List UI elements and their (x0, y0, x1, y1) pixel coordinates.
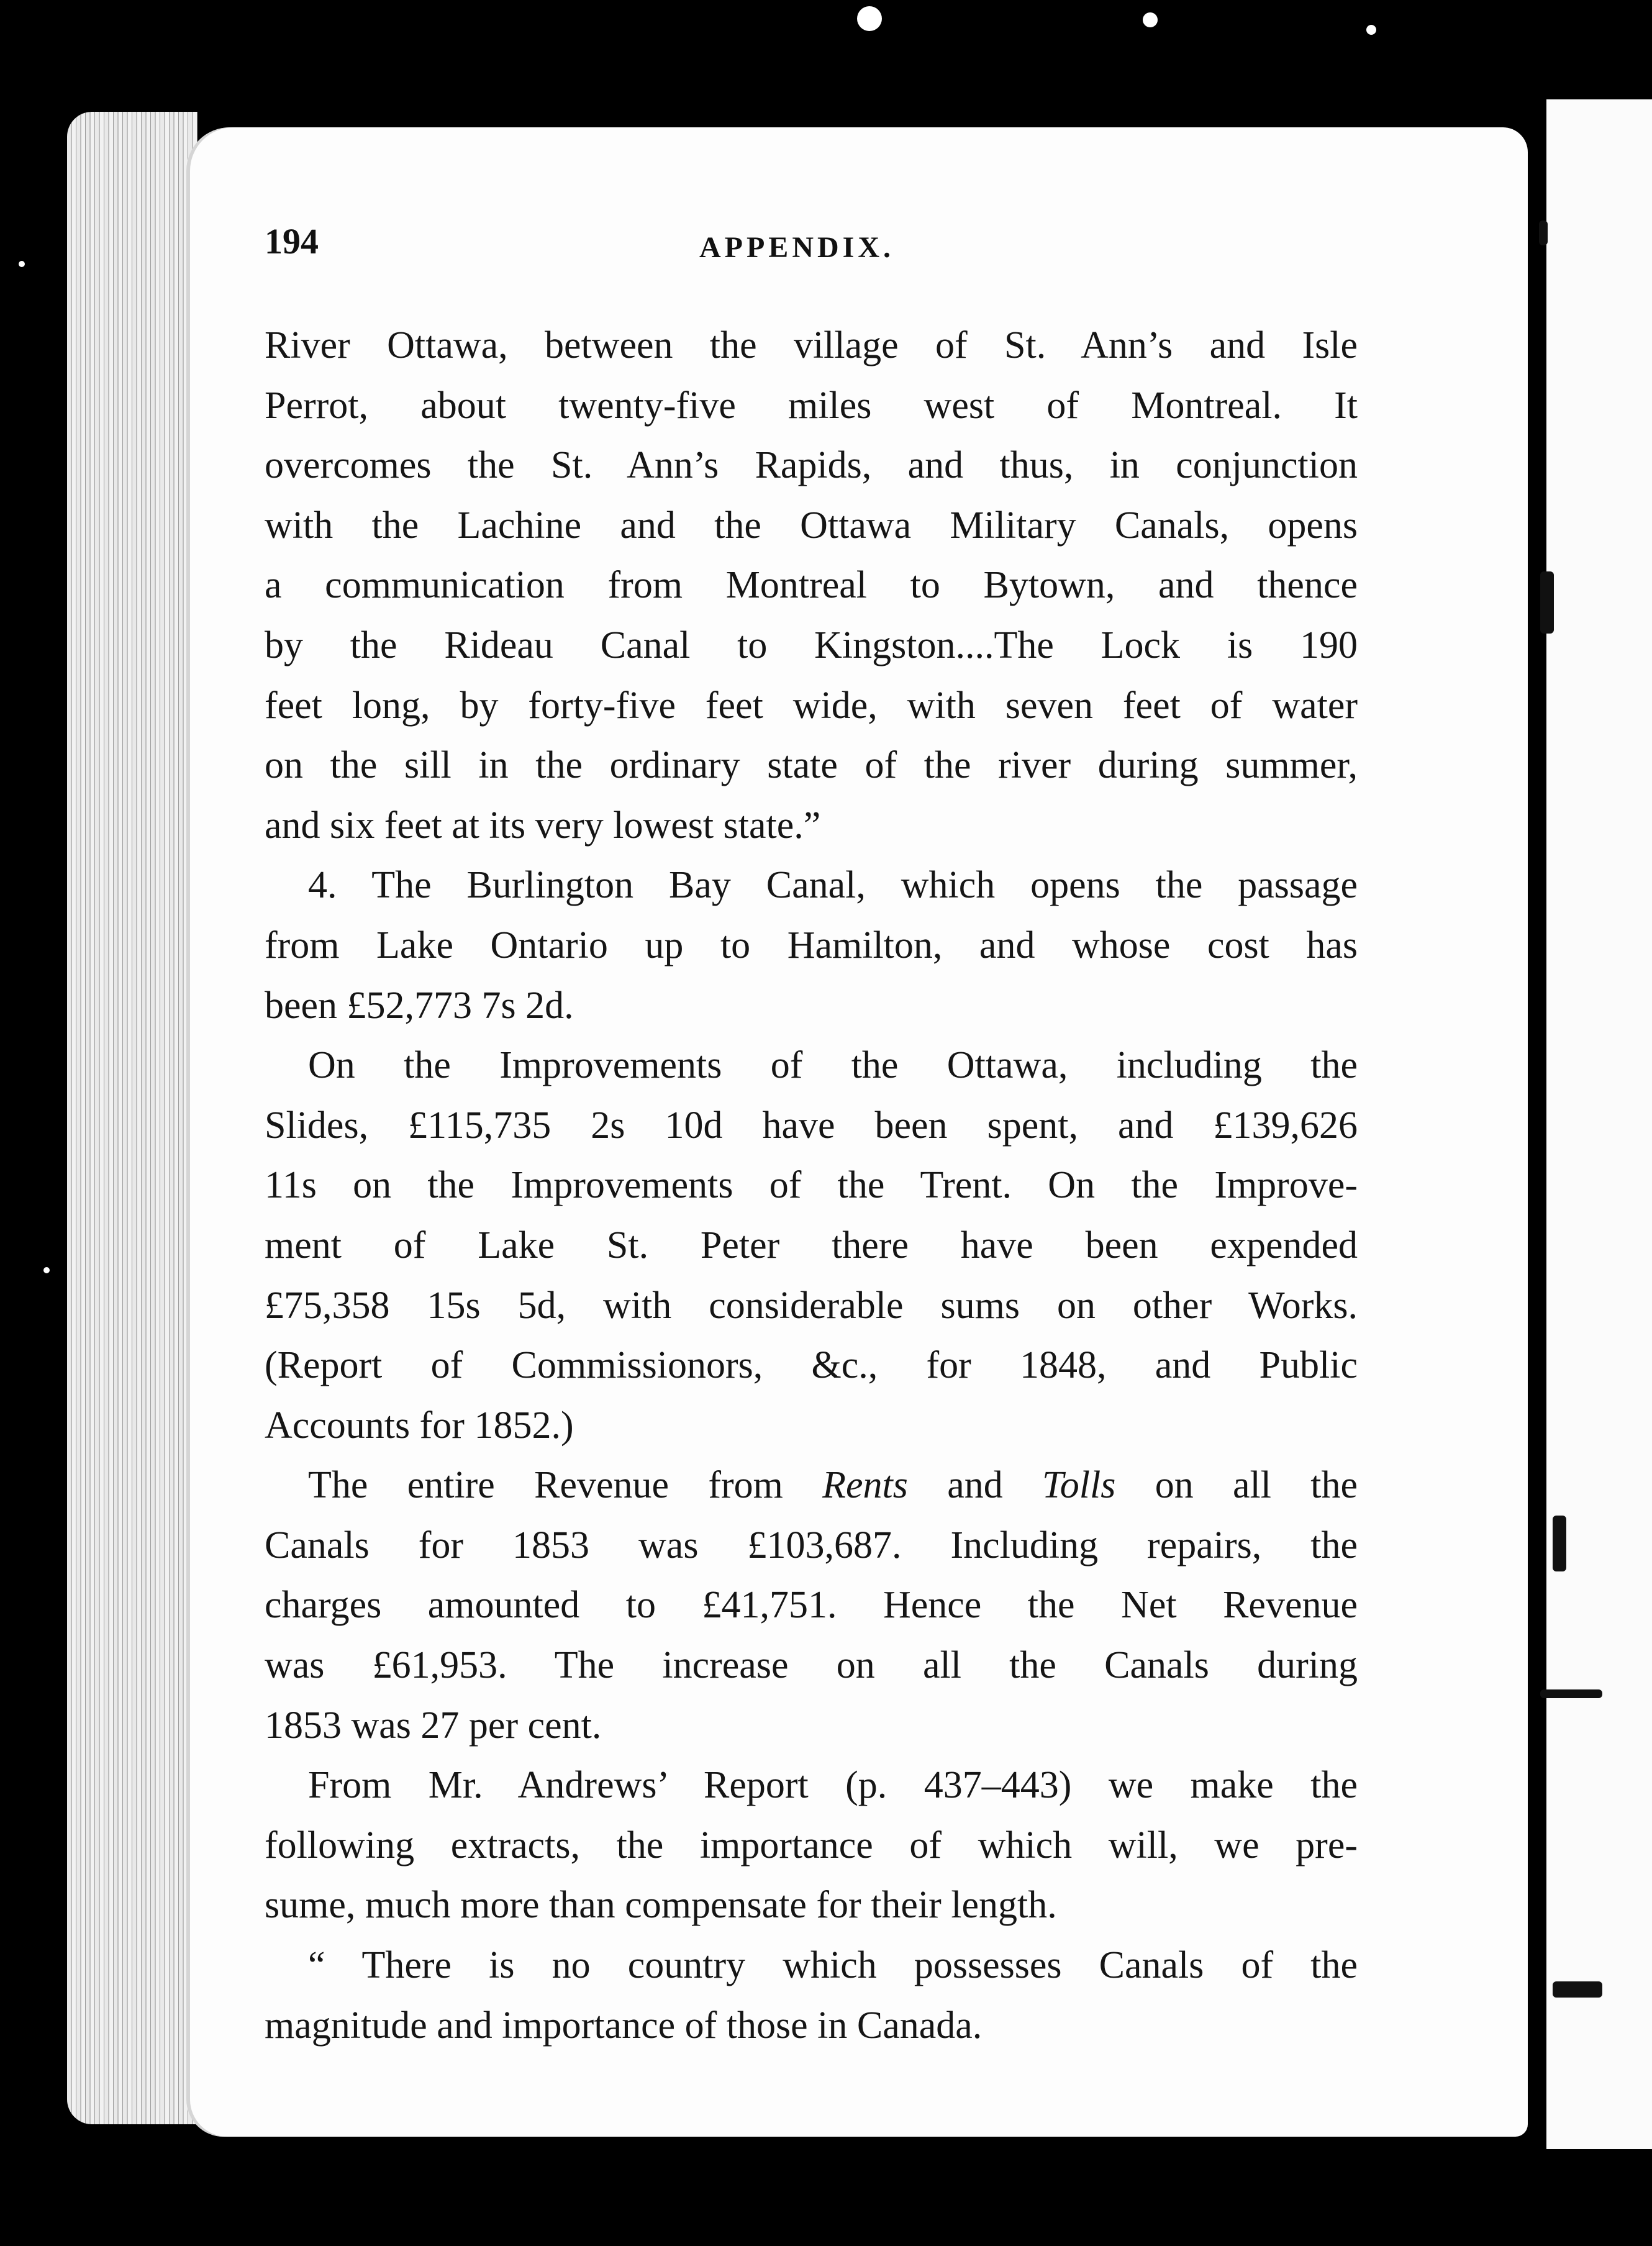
facing-page-mark (1540, 571, 1554, 634)
book-page-edges (67, 112, 197, 2124)
text-line: Canals for 1853 was £103,687. Including repairs, the (265, 1524, 1358, 1566)
body-text (265, 316, 1358, 2055)
text-line: 4. The Burlington Bay Canal, which opens the passage (308, 864, 1358, 907)
text-line: by the Rideau Canal to Kingston....The Lock is 190 (265, 624, 1358, 666)
scan-speck (19, 261, 25, 267)
text-segment: and (947, 1464, 1003, 1507)
text-line: and six feet at its very lowest state.” (265, 804, 821, 847)
text-line: (Report of Commissionors, &c., for 1848, and Public (265, 1344, 1358, 1387)
text-line: Accounts for 1852.) (265, 1404, 574, 1447)
facing-page-mark (1553, 1981, 1602, 1998)
facing-page-mark (1540, 1689, 1602, 1698)
text-line: on the sill in the ordinary state of the river during summer, (265, 744, 1358, 787)
page-number: 194 (265, 221, 319, 261)
text-line: £75,358 15s 5d, with considerable sums on other Works. (265, 1284, 1358, 1327)
text-line: Perrot, about twenty-five miles west of Montreal. It (265, 384, 1358, 427)
text-line: From Mr. Andrews’ Report (p. 437–443) we make the (308, 1764, 1358, 1807)
text-line: overcomes the St. Ann’s Rapids, and thus, in conjunction (265, 444, 1358, 487)
scan-speck (1143, 12, 1158, 27)
text-line: Slides, £115,735 2s 10d have been spent, and £139,626 (265, 1104, 1358, 1147)
text-line: following extracts, the importance of which will, we pre- (265, 1824, 1358, 1866)
text-line: with the Lachine and the Ottawa Military Canals, opens (265, 504, 1358, 547)
text-line: “ There is no country which possesses Canals of the (308, 1944, 1358, 1987)
text-segment: on all the (1155, 1464, 1358, 1507)
text-line: On the Improvements of the Ottawa, including the (308, 1044, 1358, 1087)
facing-page-mark (1553, 1516, 1566, 1571)
text-line: River Ottawa, between the village of St. Ann’s and Isle (265, 324, 1358, 366)
facing-page-mark (1539, 221, 1548, 245)
text-line: was £61,953. The increase on all the Canals during (265, 1644, 1358, 1687)
page-header (265, 221, 1358, 270)
text-line: 1853 was 27 per cent. (265, 1704, 602, 1747)
facing-page-edge (1546, 99, 1652, 2149)
text-line: ment of Lake St. Peter there have been expended (265, 1224, 1358, 1266)
scan-speck (43, 1267, 50, 1273)
text-line: magnitude and importance of those in Canada. (265, 2004, 983, 2047)
italic-term: Rents (822, 1464, 908, 1507)
italic-term: Tolls (1042, 1464, 1116, 1507)
text-segment: The entire Revenue from (308, 1464, 783, 1507)
text-line: 11s on the Improvements of the Trent. On the Improve- (265, 1164, 1358, 1207)
text-line: from Lake Ontario up to Hamilton, and whose cost has (265, 924, 1358, 966)
text-line-with-italics (265, 1455, 1358, 1516)
text-line: been £52,773 7s 2d. (265, 984, 574, 1027)
text-line: a communication from Montreal to Bytown, and thence (265, 564, 1358, 607)
text-line: charges amounted to £41,751. Hence the Net Revenue (265, 1584, 1358, 1627)
scan-speck (857, 6, 882, 31)
scan-speck (1366, 25, 1376, 35)
text-line: sume, much more than compensate for their length. (265, 1884, 1057, 1927)
running-head: APPENDIX. (699, 231, 894, 264)
text-line: feet long, by forty-five feet wide, with seven feet of water (265, 684, 1358, 727)
